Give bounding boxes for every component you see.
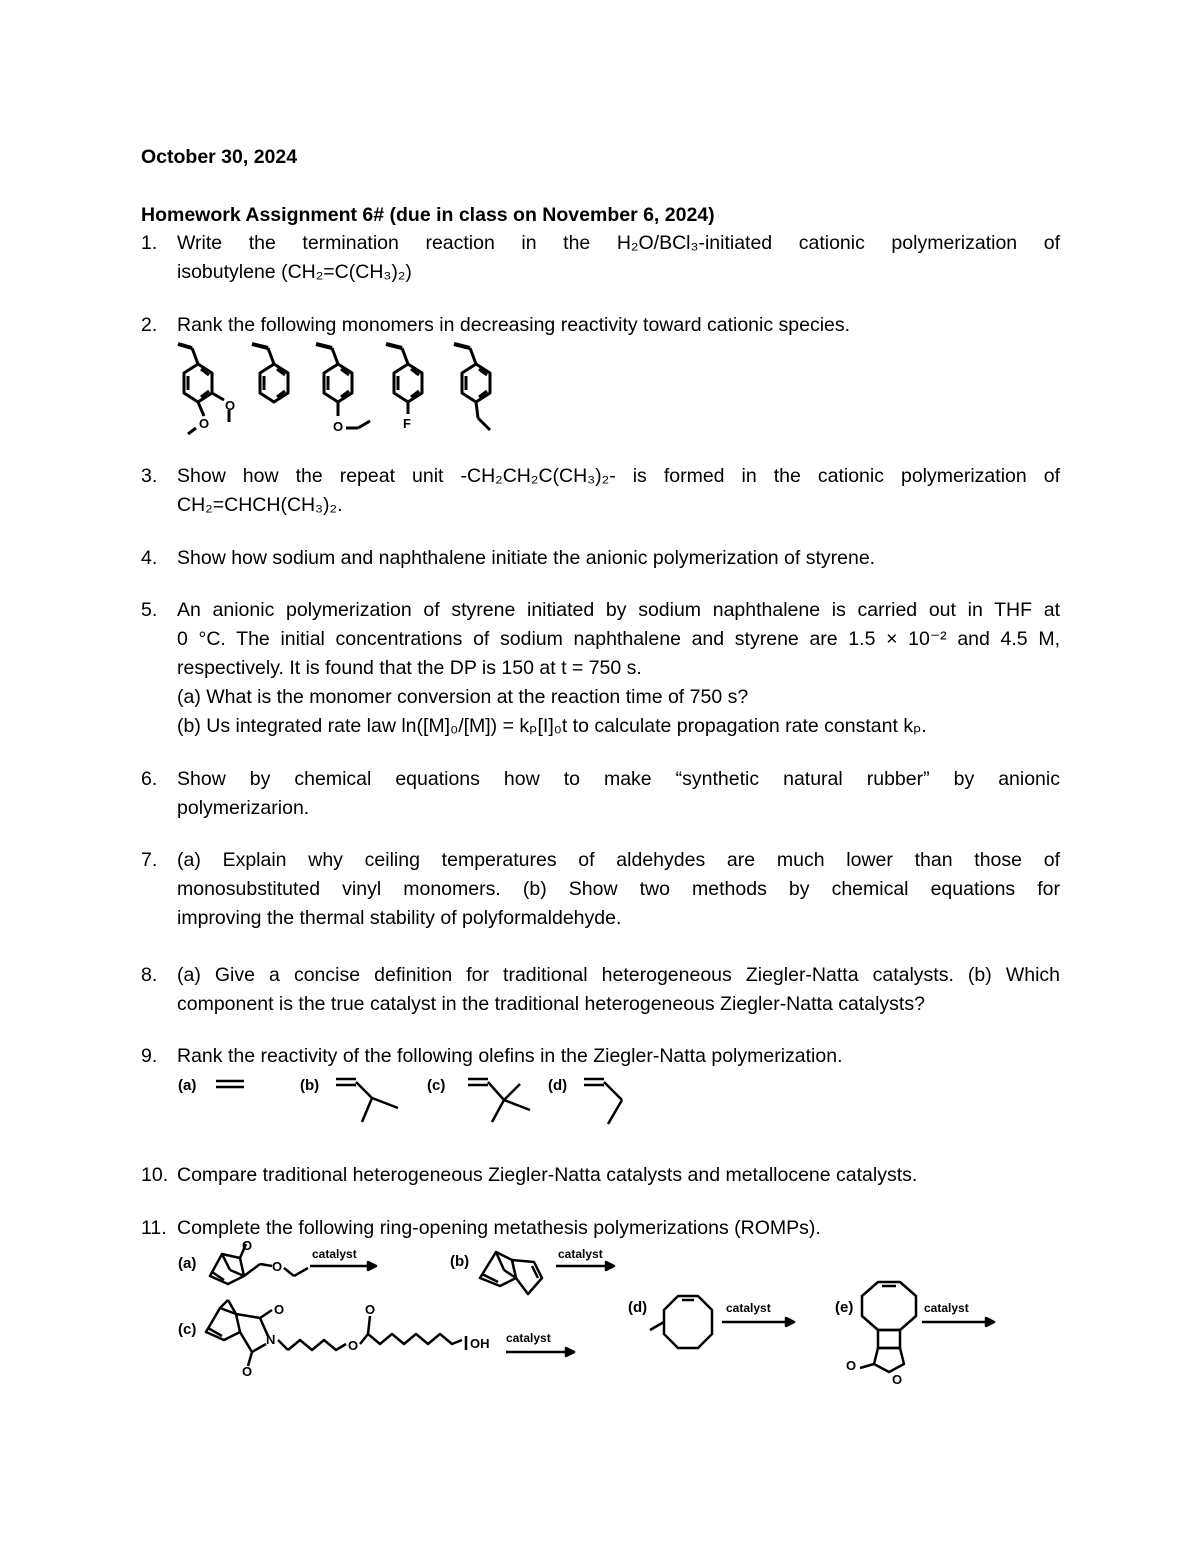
q1-line1: Write the termination reaction in the H₂O/BCl₃-initiated cationic polymerization of bbox=[177, 232, 1060, 254]
q8-number: 8. bbox=[141, 964, 158, 986]
q9-1-butene bbox=[584, 1079, 622, 1124]
q11-label-d: (d) bbox=[628, 1299, 648, 1316]
q11-label-e: (e) bbox=[835, 1299, 854, 1316]
q5-line1: An anionic polymerization of styrene initiated by sodium naphthalene is carried out in THF at bbox=[177, 599, 1060, 621]
q9-3-3-dimethyl-1-butene bbox=[468, 1079, 530, 1122]
q10-line1: Compare traditional heterogeneous Ziegler-Natta catalysts and metallocene catalysts. bbox=[177, 1164, 918, 1186]
q11b-monomer bbox=[480, 1252, 542, 1294]
q2-line1: Rank the following monomers in decreasing reactivity toward cationic species. bbox=[177, 314, 851, 336]
q5-line5: (b) Us integrated rate law ln([M]₀/[M]) = kₚ[I]₀t to calculate propagation rate constant kₚ. bbox=[177, 715, 927, 737]
q2-monomer-ethoxystyrene bbox=[316, 344, 370, 428]
q11a-oxygen-2: O bbox=[272, 1259, 283, 1274]
q11c-arrow bbox=[506, 1348, 574, 1356]
q5-line3: respectively. It is found that the DP is 150 at t = 750 s. bbox=[177, 657, 642, 679]
q11-label-a: (a) bbox=[178, 1255, 197, 1272]
q11c-oxygen-3: O bbox=[348, 1338, 359, 1353]
q4-line1: Show how sodium and naphthalene initiate the anionic polymerization of styrene. bbox=[177, 547, 876, 569]
q7-number: 7. bbox=[141, 849, 158, 871]
q1-line2: isobutylene (CH₂=C(CH₃)₂) bbox=[177, 261, 412, 283]
q11a-monomer bbox=[210, 1244, 308, 1284]
q9-label-a: (a) bbox=[178, 1077, 197, 1094]
q11e-arrow bbox=[922, 1318, 994, 1326]
q6-line1: Show by chemical equations how to make “synthetic natural rubber” by anionic bbox=[177, 768, 1060, 790]
q11-label-b: (b) bbox=[450, 1253, 470, 1270]
q9-olefin-structures bbox=[176, 1070, 646, 1130]
q3-line1: Show how the repeat unit -CH₂CH₂C(CH₃)₂- is formed in the cationic polymerization of bbox=[177, 465, 1060, 487]
q2-monomer-structures bbox=[170, 338, 510, 438]
q7-line1: (a) Explain why ceiling temperatures of aldehydes are much lower than those of bbox=[177, 849, 1060, 871]
q11c-catalyst-label: catalyst bbox=[506, 1331, 551, 1345]
q11b-arrow bbox=[556, 1262, 614, 1270]
q11a-oxygen-1: O bbox=[242, 1238, 253, 1253]
q9-number: 9. bbox=[141, 1045, 158, 1067]
q11-line1: Complete the following ring-opening metathesis polymerizations (ROMPs). bbox=[177, 1217, 821, 1239]
q2-oxygen-label-2: O bbox=[199, 416, 210, 431]
q11-number: 11. bbox=[141, 1217, 167, 1239]
q5-line2: 0 °C. The initial concentrations of sodium naphthalene and styrene are 1.5 × 10⁻² and 4.5 M, bbox=[177, 628, 1060, 650]
q4-number: 4. bbox=[141, 547, 158, 569]
q6-number: 6. bbox=[141, 768, 158, 790]
q9-label-b: (b) bbox=[300, 1077, 320, 1094]
q2-number: 2. bbox=[141, 314, 158, 336]
q7-line3: improving the thermal stability of polyformaldehyde. bbox=[177, 907, 622, 929]
q2-oxygen-label-1: O bbox=[225, 398, 236, 413]
q11e-oxygen-2: O bbox=[892, 1372, 903, 1387]
q9-line1: Rank the reactivity of the following olefins in the Ziegler-Natta polymerization. bbox=[177, 1045, 843, 1067]
q11c-monomer bbox=[206, 1300, 466, 1366]
q3-number: 3. bbox=[141, 465, 158, 487]
q11-label-c: (c) bbox=[178, 1321, 197, 1338]
q2-monomer-ethylstyrene bbox=[454, 344, 490, 430]
q9-label-d: (d) bbox=[548, 1077, 568, 1094]
q2-oxygen-label-3: O bbox=[333, 419, 344, 434]
q11a-catalyst-label: catalyst bbox=[312, 1247, 357, 1261]
q2-monomer-fluorostyrene bbox=[386, 344, 422, 414]
q11b-catalyst-label: catalyst bbox=[558, 1247, 603, 1261]
q9-label-c: (c) bbox=[427, 1077, 446, 1094]
assignment-title: Homework Assignment 6# (due in class on November 6, 2024) bbox=[141, 204, 715, 226]
q9-3-methyl-1-butene bbox=[336, 1079, 398, 1122]
q11d-monomer bbox=[650, 1296, 712, 1348]
q6-line2: polymerizarion. bbox=[177, 797, 310, 819]
q3-line2: CH₂=CHCH(CH₃)₂. bbox=[177, 494, 343, 516]
q11c-oxygen-4: O bbox=[365, 1302, 376, 1317]
q1-number: 1. bbox=[141, 232, 158, 254]
q11e-oxygen-1: O bbox=[846, 1358, 857, 1373]
q11c-hydroxyl: OH bbox=[470, 1336, 490, 1351]
q11a-arrow bbox=[310, 1262, 376, 1270]
q11e-catalyst-label: catalyst bbox=[924, 1301, 969, 1315]
document-date: October 30, 2024 bbox=[141, 146, 298, 168]
q8-line2: component is the true catalyst in the traditional heterogeneous Ziegler-Natta catalysts? bbox=[177, 993, 925, 1015]
q8-line1: (a) Give a concise definition for traditional heterogeneous Ziegler-Natta catalysts. (b) Which bbox=[177, 964, 1060, 986]
q11c-oxygen-2: O bbox=[242, 1364, 253, 1379]
q5-number: 5. bbox=[141, 599, 158, 621]
q10-number: 10. bbox=[141, 1164, 169, 1186]
q11c-nitrogen: N bbox=[266, 1332, 276, 1347]
q9-ethylene bbox=[216, 1081, 244, 1087]
q5-line4: (a) What is the monomer conversion at the reaction time of 750 s? bbox=[177, 686, 749, 708]
q2-monomer-styrene bbox=[252, 344, 288, 402]
q7-line2: monosubstituted vinyl monomers. (b) Show two methods by chemical equations for bbox=[177, 878, 1060, 900]
q11d-arrow bbox=[722, 1318, 794, 1326]
q11c-oxygen-1: O bbox=[274, 1302, 285, 1317]
q11-romp-structures bbox=[170, 1240, 1010, 1390]
q11e-monomer bbox=[860, 1282, 916, 1372]
q11d-catalyst-label: catalyst bbox=[726, 1301, 771, 1315]
q2-fluorine-label: F bbox=[403, 416, 411, 431]
